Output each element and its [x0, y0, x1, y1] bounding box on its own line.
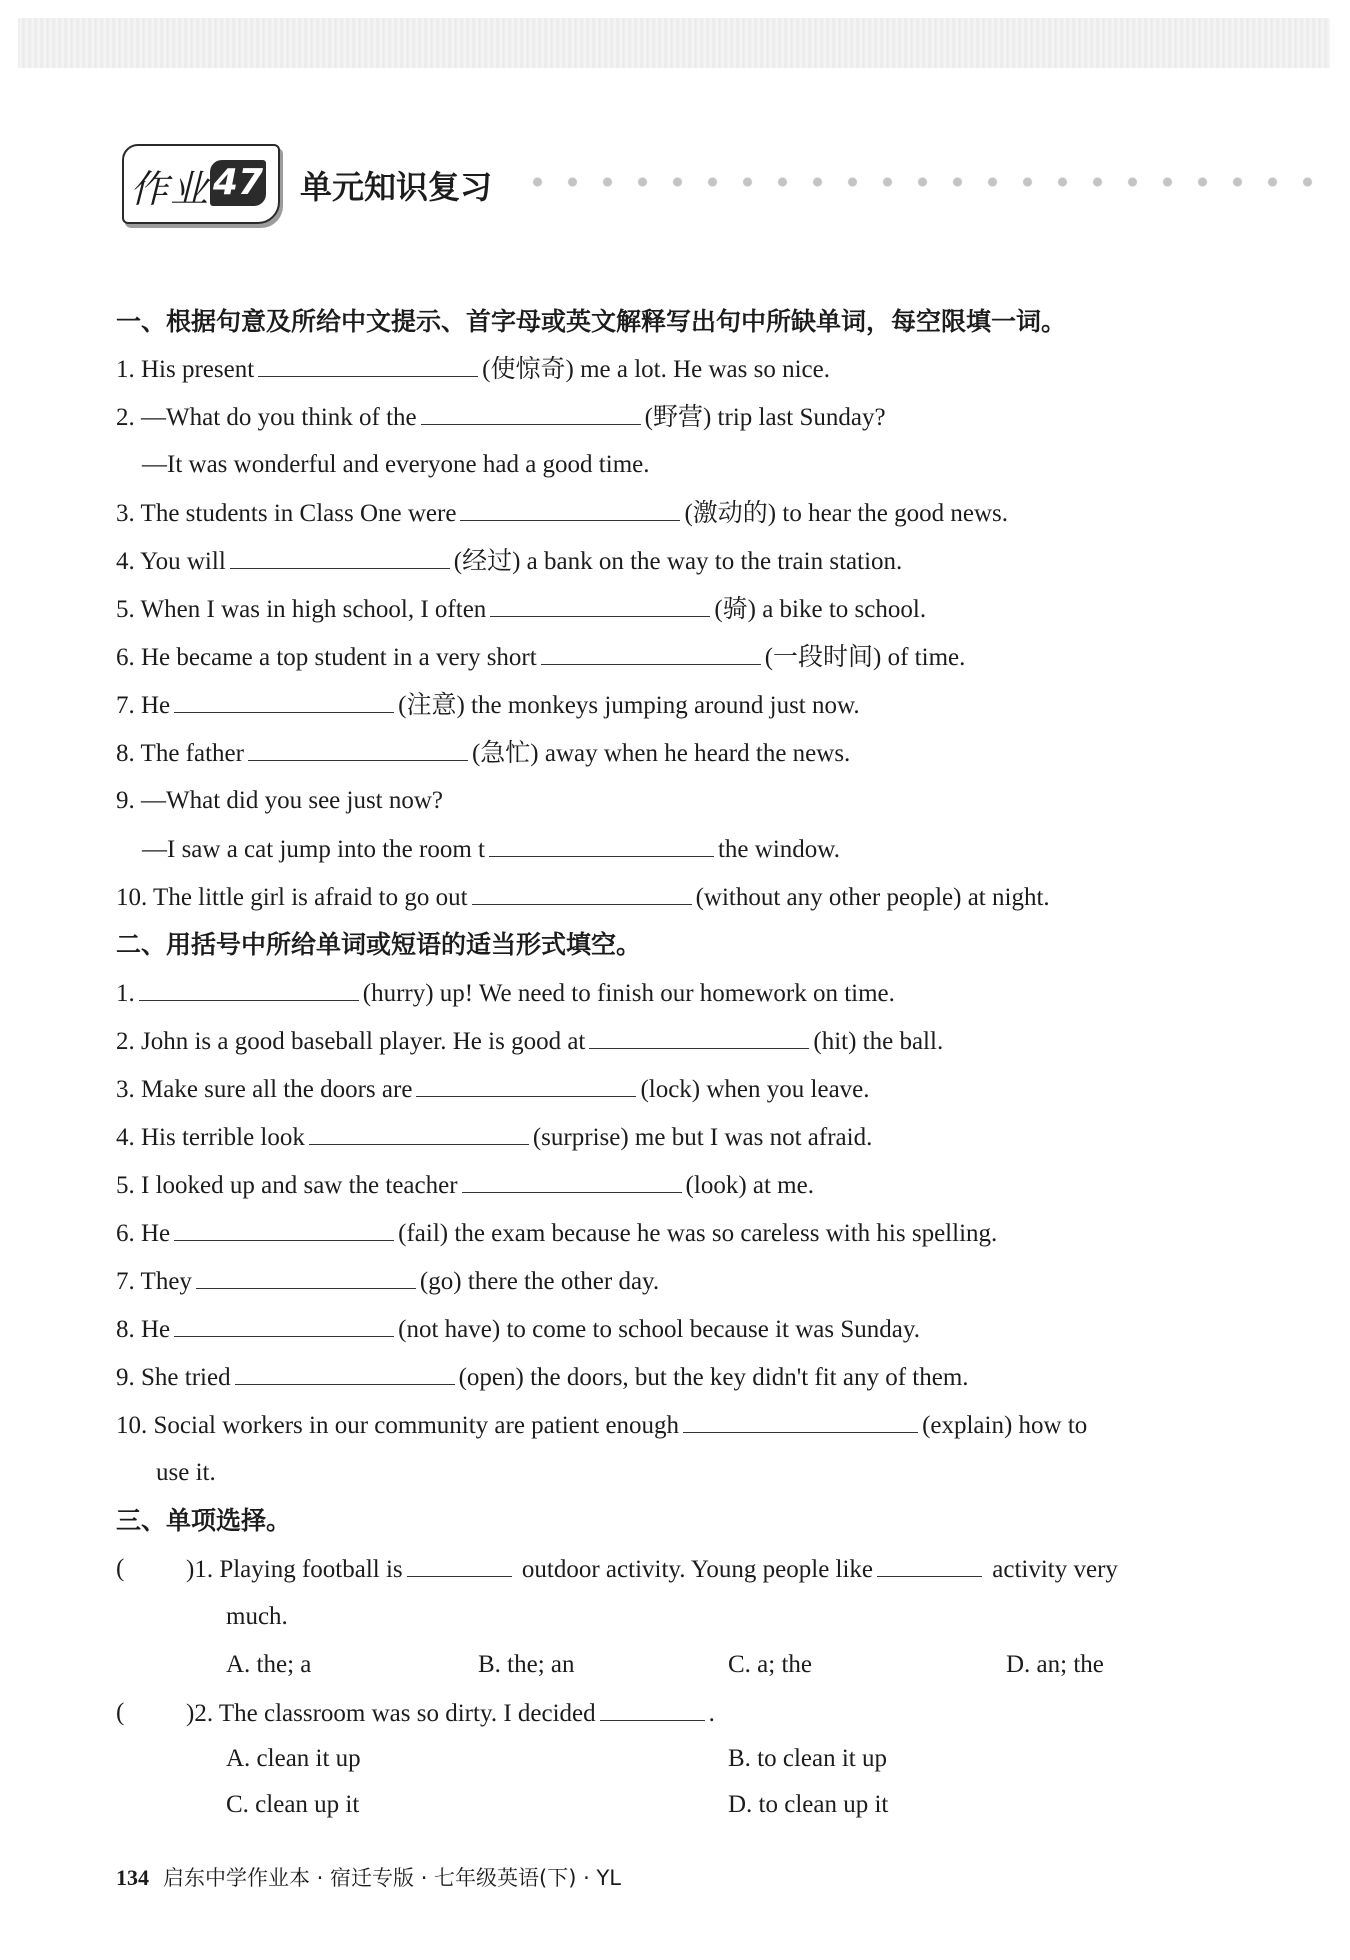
- answer-blank[interactable]: [489, 832, 714, 857]
- s2-item-10: 10. Social workers in our community are patient enough (explain) how to: [116, 1408, 1087, 1443]
- answer-blank[interactable]: [683, 1408, 918, 1433]
- s2-item-8: 8. He (not have) to come to school because it was Sunday.: [116, 1312, 920, 1347]
- s1-item-9-reply: —I saw a cat jump into the room t the window.: [142, 832, 840, 867]
- s1-item-5: 5. When I was in high school, I often (骑) a bike to school.: [116, 592, 926, 627]
- answer-blank[interactable]: [877, 1552, 982, 1577]
- s1-item-8: 8. The father (急忙) away when he heard the news.: [116, 736, 850, 771]
- q2-option-a[interactable]: A. clean it up: [226, 1745, 361, 1772]
- answer-blank[interactable]: [174, 1216, 394, 1241]
- q1-stem: )1. Playing football is outdoor activity. Young people like activity very: [186, 1552, 1118, 1587]
- s1-item-6: 6. He became a top student in a very short (一段时间) of time.: [116, 640, 965, 675]
- s1-item-2: 2. —What do you think of the (野营) trip last Sunday?: [116, 400, 886, 435]
- answer-blank[interactable]: [174, 688, 394, 713]
- answer-blank[interactable]: [421, 400, 641, 425]
- answer-blank[interactable]: [462, 1168, 682, 1193]
- s2-item-6: 6. He (fail) the exam because he was so careless with his spelling.: [116, 1216, 997, 1251]
- s1-item-2-reply: —It was wonderful and everyone had a good time.: [142, 451, 650, 478]
- answer-blank[interactable]: [407, 1552, 512, 1577]
- q1-option-d[interactable]: D. an; the: [1006, 1651, 1104, 1678]
- answer-blank[interactable]: [174, 1312, 394, 1337]
- dotted-rule: [520, 176, 1332, 188]
- page-number: 134: [116, 1865, 149, 1890]
- s1-item-7: 7. He (注意) the monkeys jumping around just now.: [116, 688, 860, 723]
- s2-item-4: 4. His terrible look (surprise) me but I was not afraid.: [116, 1120, 872, 1155]
- answer-blank[interactable]: [600, 1696, 705, 1721]
- s2-item-5: 5. I looked up and saw the teacher (look) at me.: [116, 1168, 814, 1203]
- s2-item-1: 1. (hurry) up! We need to finish our homework on time.: [116, 976, 895, 1011]
- q1-option-a[interactable]: A. the; a: [226, 1651, 312, 1678]
- answer-blank[interactable]: [589, 1024, 809, 1049]
- answer-blank[interactable]: [309, 1120, 529, 1145]
- s2-item-7: 7. They (go) there the other day.: [116, 1264, 659, 1299]
- q2-stem: )2. The classroom was so dirty. I decided .: [186, 1696, 715, 1731]
- q2-answer-paren[interactable]: (: [116, 1699, 125, 1726]
- book-title: 启东中学作业本 · 宿迁专版 · 七年级英语(下) · YL: [163, 1866, 621, 1890]
- answer-blank[interactable]: [235, 1360, 455, 1385]
- top-scan-strip: [18, 18, 1330, 68]
- q1-option-c[interactable]: C. a; the: [728, 1651, 813, 1678]
- section2-heading: 二、用括号中所给单词或短语的适当形式填空。: [116, 930, 642, 959]
- q2-option-c[interactable]: C. clean up it: [226, 1791, 360, 1818]
- s2-item-9: 9. She tried (open) the doors, but the key didn't fit any of them.: [116, 1360, 969, 1395]
- badge-number: 47: [210, 160, 266, 206]
- answer-blank[interactable]: [139, 976, 359, 1001]
- q1-option-b[interactable]: B. the; an: [478, 1651, 575, 1678]
- answer-blank[interactable]: [258, 352, 478, 377]
- answer-blank[interactable]: [541, 640, 761, 665]
- q2-option-b[interactable]: B. to clean it up: [728, 1745, 887, 1772]
- section3-heading: 三、单项选择。: [116, 1506, 292, 1535]
- answer-blank[interactable]: [460, 496, 680, 521]
- answer-blank[interactable]: [248, 736, 468, 761]
- s1-item-10: 10. The little girl is afraid to go out (without any other people) at night.: [116, 880, 1050, 915]
- q2-option-d[interactable]: D. to clean up it: [728, 1791, 889, 1818]
- s2-item-10-cont: use it.: [156, 1459, 216, 1486]
- s1-item-4: 4. You will (经过) a bank on the way to the train station.: [116, 544, 902, 579]
- page-footer: [116, 1862, 621, 1892]
- s1-item-1: 1. His present (使惊奇) me a lot. He was so nice.: [116, 352, 830, 387]
- s1-item-9: 9. —What did you see just now?: [116, 787, 444, 814]
- badge-word: 作业: [130, 167, 211, 211]
- q1-answer-paren[interactable]: (: [116, 1555, 125, 1582]
- s1-item-3: 3. The students in Class One were (激动的) to hear the good news.: [116, 496, 1008, 531]
- answer-blank[interactable]: [196, 1264, 416, 1289]
- answer-blank[interactable]: [490, 592, 710, 617]
- answer-blank[interactable]: [472, 880, 692, 905]
- section1-heading: 一、根据句意及所给中文提示、首字母或英文解释写出句中所缺单词，每空限填一词。: [116, 307, 1067, 336]
- s2-item-2: 2. John is a good baseball player. He is good at (hit) the ball.: [116, 1024, 943, 1059]
- s2-item-3: 3. Make sure all the doors are (lock) when you leave.: [116, 1072, 870, 1107]
- q1-stem-cont: much.: [226, 1603, 288, 1630]
- unit-title: 单元知识复习: [300, 168, 493, 206]
- answer-blank[interactable]: [416, 1072, 636, 1097]
- answer-blank[interactable]: [230, 544, 450, 569]
